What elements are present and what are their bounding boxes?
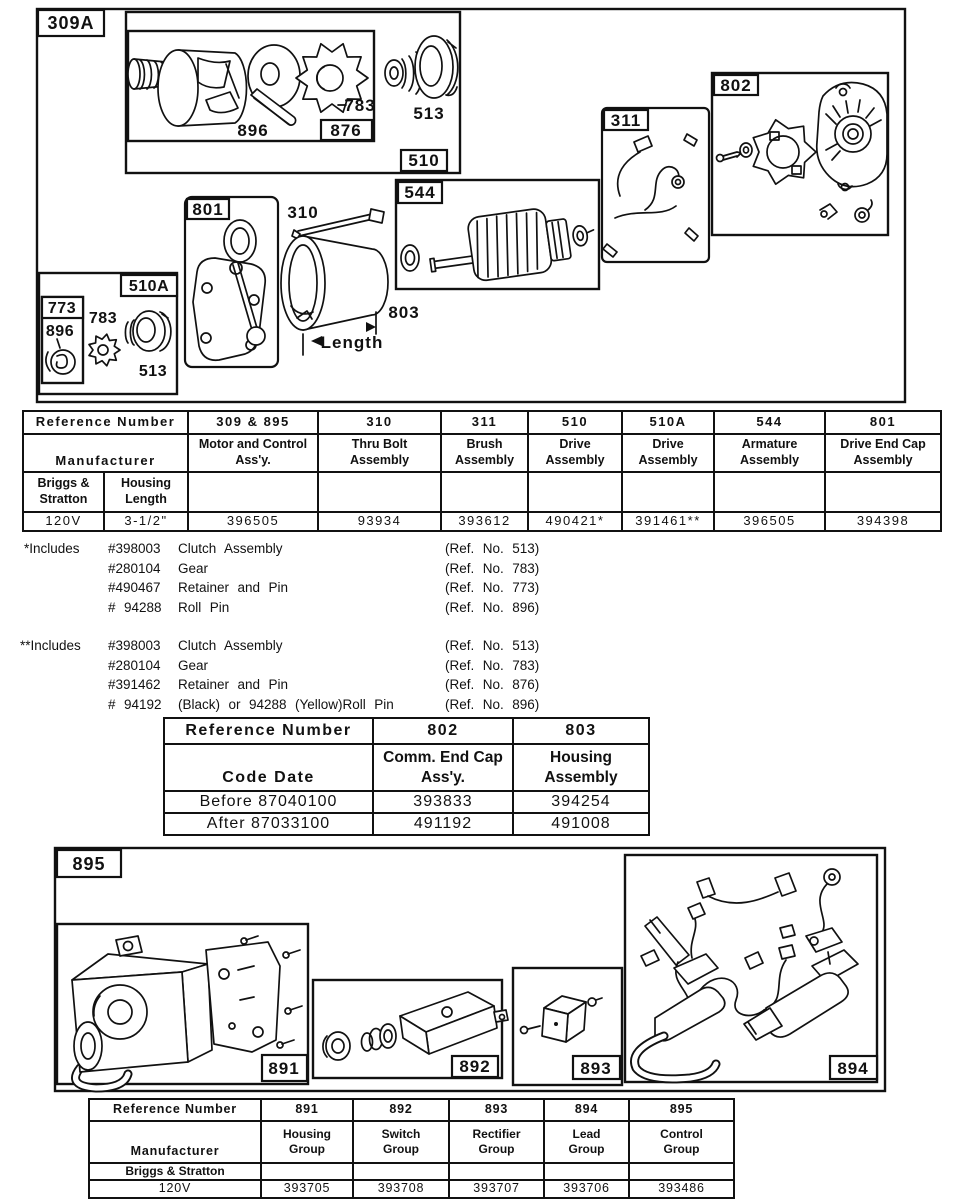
part-number: 396505 [188,512,318,531]
col-header: 801 [825,411,941,434]
callout-783b: 783 [88,310,118,327]
footnote-line [20,636,539,656]
date-range-cell: Before 87040100 [164,791,373,813]
col-header: 802 [373,718,513,744]
group-name: Housing Group [261,1121,353,1163]
assembly-name: Housing Assembly [513,744,649,791]
label-892 [452,1056,498,1077]
svg-text:311: 311 [610,111,642,130]
callout-896b: 896 [45,323,75,340]
col-header: 510A [622,411,714,434]
main-parts-table [22,410,942,532]
brush-wires-art [603,134,698,257]
empty-cell [714,472,825,512]
footnote-part: #280104 [108,560,161,576]
drive-clutch-body-art [158,50,246,126]
empty-cell [318,472,441,512]
footnote-part: #280104 [108,657,161,673]
footnote-desc: Clutch Assembly [178,541,283,556]
callout-310: 310 [287,203,319,222]
clutch-513-art [385,36,458,98]
svg-text:894: 894 [837,1059,869,1078]
footnote-part: # 94192 [108,696,162,712]
label-311 [604,110,648,130]
assembly-name: Comm. End Cap Ass'y. [373,744,513,791]
empty-cell [353,1163,449,1180]
svg-text:510: 510 [408,151,440,170]
voltage-cell: 120V [23,512,104,531]
footnote-line [20,675,539,695]
footnote-part: # 94288 [108,599,162,615]
length-value-cell: 3-1/2" [104,512,188,531]
voltage-cell: 120V [89,1180,261,1198]
empty-cell [449,1163,544,1180]
part-number: 393706 [544,1180,629,1198]
svg-text:802: 802 [720,76,752,95]
part-number: 393708 [353,1180,449,1198]
empty-cell [441,472,528,512]
control-group-diagram [0,840,966,1100]
part-number: 393705 [261,1180,353,1198]
svg-text:544: 544 [404,183,436,202]
assembly-name: Armature Assembly [714,434,825,472]
footnote-ref: (Ref. No. 896) [445,599,540,615]
length-label: Length [320,333,384,352]
col-header: 803 [513,718,649,744]
empty-cell [629,1163,734,1180]
group-name: Switch Group [353,1121,449,1163]
callout-513b: 513 [138,363,168,380]
group-name: Lead Group [544,1121,629,1163]
col-header: 894 [544,1099,629,1121]
label-801 [187,199,229,219]
col-header: 309 & 895 [188,411,318,434]
brush-holder-art [753,120,816,184]
part-number: 491192 [373,813,513,835]
svg-text:801: 801 [192,200,224,219]
svg-text:893: 893 [580,1059,612,1078]
part-number: 391461** [622,512,714,531]
brand-cell: Briggs & Stratton [23,472,104,512]
footnote-marker: *Includes [24,541,80,556]
assembly-name: Drive Assembly [622,434,714,472]
manufacturer-label: Manufacturer [23,434,188,472]
comm-end-cap-art [817,83,887,191]
retainer-896-art [46,339,75,374]
gear-783b-art [89,334,120,366]
footnote-ref: (Ref. No. 513) [445,541,540,556]
svg-text:309A: 309A [47,13,95,33]
empty-cell [544,1163,629,1180]
footnote-desc: Gear [178,560,209,576]
footnote-desc: Clutch Assembly [178,638,283,653]
footnote-desc: (Black) or 94288 (Yellow)Roll Pin [178,696,394,712]
svg-text:510A: 510A [128,278,170,295]
footnote-part: #398003 [108,541,161,556]
rectifier-art [521,996,603,1042]
assembly-name: Drive Assembly [528,434,622,472]
footnote-part: #391462 [108,677,161,693]
footnote-desc: Retainer and Pin [178,677,289,693]
footnote-ref: (Ref. No. 773) [445,580,540,596]
end-cap-screw-art [717,143,753,162]
clutch-513b-art [125,311,170,351]
part-number: 394254 [513,791,649,813]
label-876 [321,120,372,140]
footnote-part: #490467 [108,580,161,596]
part-number: 93934 [318,512,441,531]
group-name: Rectifier Group [449,1121,544,1163]
part-number: 490421* [528,512,622,531]
footnote-double-asterisk [20,636,539,714]
part-number: 396505 [714,512,825,531]
col-header: 891 [261,1099,353,1121]
lead-harness-art [635,869,858,1079]
grommets-art [323,1024,396,1060]
end-cap-plate-art [193,258,265,360]
end-cap-oring-art [224,220,256,262]
frame-label-309A [38,10,104,36]
part-number: 394398 [825,512,941,531]
switch-art [400,992,508,1054]
part-number: 393833 [373,791,513,813]
footnote-line [24,598,539,618]
part-number: 393612 [441,512,528,531]
assembly-name: Brush Assembly [441,434,528,472]
footnote-single-asterisk [24,539,539,617]
footnote-line [24,539,539,559]
group-name: Control Group [629,1121,734,1163]
housing-art [72,936,212,1088]
housing-803-art [281,236,388,330]
assembly-name: Motor and Control Ass'y. [188,434,318,472]
part-number: 393486 [629,1180,734,1198]
empty-cell [528,472,622,512]
callout-513: 513 [413,104,445,123]
starter-exploded-diagram [0,0,966,406]
svg-text:892: 892 [459,1057,491,1076]
label-544 [398,182,442,203]
date-range-cell: After 87033100 [164,813,373,835]
footnote-ref: (Ref. No. 513) [445,638,540,653]
col-header: 311 [441,411,528,434]
footnote-ref: (Ref. No. 783) [445,657,540,673]
armature-art [425,201,598,287]
svg-text:773: 773 [47,300,77,317]
svg-text:876: 876 [330,121,362,140]
assembly-name: Thru Bolt Assembly [318,434,441,472]
col-header: 895 [629,1099,734,1121]
col-header: 310 [318,411,441,434]
brand-cell: Briggs & Stratton [89,1163,261,1180]
empty-cell [261,1163,353,1180]
footnote-part: #398003 [108,638,161,653]
ref-number-header: Reference Number [23,411,188,434]
ref-number-header: Reference Number [164,718,373,744]
empty-cell [825,472,941,512]
frame-label-895 [57,850,121,877]
armature-oring-art [401,245,419,271]
callout-783 [338,96,376,115]
label-510a [121,275,177,296]
empty-cell [622,472,714,512]
end-cap-clips-art [820,200,872,222]
footnote-desc: Gear [178,657,209,673]
part-number: 491008 [513,813,649,835]
footnote-line [24,559,539,579]
empty-cell [188,472,318,512]
label-891 [262,1055,307,1081]
assembly-name: Drive End Cap Assembly [825,434,941,472]
footnote-line [20,656,539,676]
footnote-desc: Retainer and Pin [178,580,289,596]
ref-number-header: Reference Number [89,1099,261,1121]
col-header: 510 [528,411,622,434]
manufacturer-label: Manufacturer [89,1121,261,1163]
col-header: 892 [353,1099,449,1121]
part-number: 393707 [449,1180,544,1198]
callout-803: 803 [388,303,420,322]
footnote-line [24,578,539,598]
svg-text:783: 783 [344,96,376,115]
callout-896: 896 [237,121,269,140]
code-date-label: Code Date [164,744,373,791]
footnote-ref: (Ref. No. 783) [445,560,540,576]
footnote-desc: Roll Pin [178,599,230,615]
footnote-ref: (Ref. No. 896) [445,696,540,712]
label-773 [42,297,83,318]
footnote-marker: **Includes [20,638,81,653]
footnote-ref: (Ref. No. 876) [445,677,540,693]
mounting-plate-art [206,936,302,1052]
col-header: 893 [449,1099,544,1121]
svg-text:895: 895 [72,854,106,874]
label-510 [401,150,447,171]
svg-text:891: 891 [268,1059,300,1078]
footnote-line [20,695,539,715]
col-header: 544 [714,411,825,434]
code-date-table [163,717,650,836]
label-893 [573,1056,620,1079]
housing-length-label: Housing Length [104,472,188,512]
label-894 [830,1056,877,1079]
groups-table [88,1098,735,1199]
label-802 [714,75,758,95]
